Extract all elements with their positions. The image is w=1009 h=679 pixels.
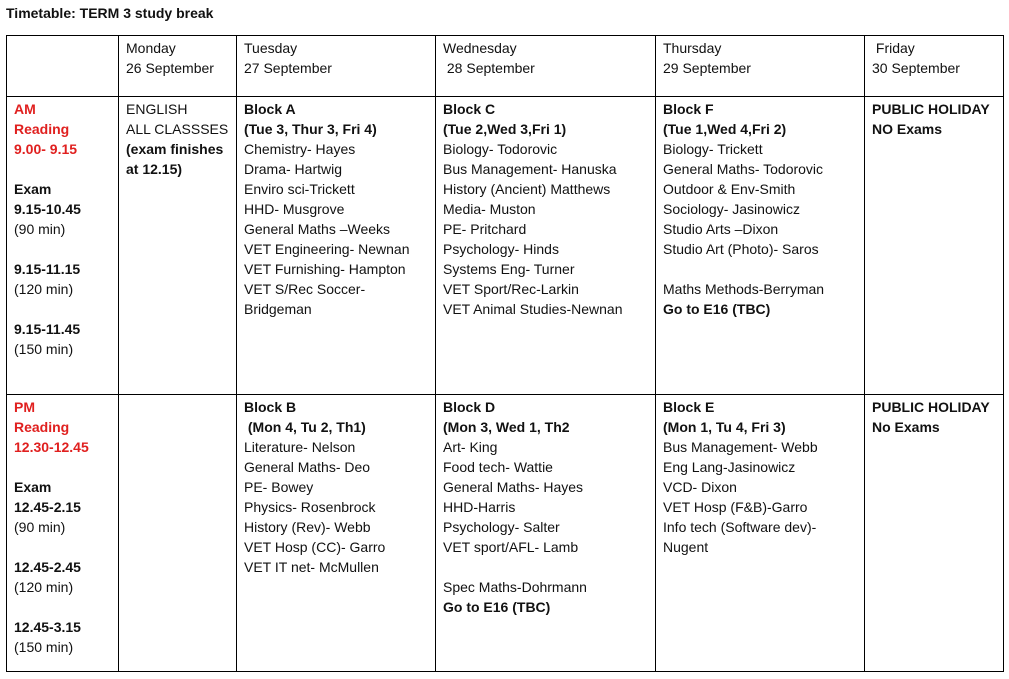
exam-slot-time: 9.15-11.45 [14, 321, 81, 337]
subject-item: PE- Pritchard [443, 221, 527, 237]
subject-item: Literature- Nelson [244, 439, 356, 455]
header-cell-thursday [656, 36, 865, 97]
subject-item: VET Furnishing- Hampton [244, 261, 406, 277]
subject-item: Food tech- Wattie [443, 459, 553, 475]
reading-time-pm: 12.30-12.45 [14, 439, 89, 455]
subject-item: General Maths- Deo [244, 459, 371, 475]
subject-item: HHD- Musgrove [244, 201, 345, 217]
subject-item: Chemistry- Hayes [244, 141, 356, 157]
am-friday-cell [865, 97, 1004, 395]
subject-item: Nugent [663, 539, 709, 555]
pm-wednesday-cell [436, 395, 656, 672]
pm-friday-cell [865, 395, 1004, 672]
subject-item: Bus Management- Webb [663, 439, 818, 455]
block-title: Block A [244, 101, 296, 117]
header-day-thursday: Thursday [663, 40, 722, 56]
timetable [6, 35, 1004, 672]
extra-room: Go to E16 (TBC) [663, 301, 771, 317]
pm-monday-cell [119, 395, 237, 672]
header-date-tuesday: 27 September [244, 60, 332, 76]
subject-item: HHD-Harris [443, 499, 516, 515]
am-thursday-cell [656, 97, 865, 395]
subject-item: Eng Lang-Jasinowicz [663, 459, 796, 475]
block-title: Block E [663, 399, 715, 415]
am-wednesday-cell [436, 97, 656, 395]
subject-item: Art- King [443, 439, 498, 455]
subject-item: Info tech (Software dev)- [663, 519, 817, 535]
am-time-cell [7, 97, 119, 395]
subject-item: General Maths –Weeks [244, 221, 391, 237]
no-exams-label: No Exams [872, 419, 940, 435]
subject-item: VET Sport/Rec-Larkin [443, 281, 579, 297]
header-row [7, 36, 1004, 97]
block-schedule: (Tue 3, Thur 3, Fri 4) [244, 121, 377, 137]
exam-slot-time: 9.15-10.45 [14, 201, 81, 217]
block-title: Block B [244, 399, 297, 415]
header-cell-tuesday [237, 36, 436, 97]
reading-label-am: Reading [14, 121, 70, 137]
exam-slot-time: 12.45-2.15 [14, 499, 81, 515]
pm-thursday-cell [656, 395, 865, 672]
subject-item: VET Hosp (F&B)-Garro [663, 499, 808, 515]
subject-item: VET Hosp (CC)- Garro [244, 539, 386, 555]
subject-item: Psychology- Salter [443, 519, 560, 535]
subject-item: Systems Eng- Turner [443, 261, 575, 277]
am-tuesday-cell [237, 97, 436, 395]
subject-item: PE- Bowey [244, 479, 314, 495]
subject-item: Drama- Hartwig [244, 161, 343, 177]
block-schedule: (Mon 3, Wed 1, Th2 [443, 419, 570, 435]
header-date-monday: 26 September [126, 60, 214, 76]
exam-slot-time: 12.45-2.45 [14, 559, 81, 575]
header-date-thursday: 29 September [663, 60, 751, 76]
page-title: Timetable: TERM 3 study break [6, 5, 214, 21]
pm-time-cell [7, 395, 119, 672]
subject-item: History (Ancient) Matthews [443, 181, 611, 197]
header-date-wednesday: 28 September [443, 60, 535, 76]
extra-subject: Spec Maths-Dohrmann [443, 579, 587, 595]
subject-item: Psychology- Hinds [443, 241, 559, 257]
header-day-friday: Friday [872, 40, 915, 56]
header-day-tuesday: Tuesday [244, 40, 298, 56]
subject-item: General Maths- Hayes [443, 479, 584, 495]
exam-note: (exam finishes [126, 141, 224, 157]
header-cell-monday [119, 36, 237, 97]
pm-row [7, 395, 1004, 672]
exam-slot-duration: (120 min) [14, 579, 74, 595]
block-schedule: (Mon 4, Tu 2, Th1) [244, 419, 366, 435]
block-title: Block C [443, 101, 496, 117]
subject-item: Bridgeman [244, 301, 312, 317]
exam-slot-time: 9.15-11.15 [14, 261, 81, 277]
reading-label-pm: Reading [14, 419, 70, 435]
subject-item: General Maths- Todorovic [663, 161, 824, 177]
header-date-friday: 30 September [872, 60, 960, 76]
session-label-am: AM [14, 101, 36, 117]
subject-item: VET Animal Studies-Newnan [443, 301, 623, 317]
subject-item: Physics- Rosenbrock [244, 499, 376, 515]
extra-room: Go to E16 (TBC) [443, 599, 551, 615]
am-monday-cell [119, 97, 237, 395]
exam-label-am: Exam [14, 181, 52, 197]
subject-item: Biology- Trickett [663, 141, 763, 157]
session-label-pm: PM [14, 399, 35, 415]
subject-item: VET sport/AFL- Lamb [443, 539, 579, 555]
subject-item: VET Engineering- Newnan [244, 241, 410, 257]
subject-item: Biology- Todorovic [443, 141, 558, 157]
exam-slot-duration: (90 min) [14, 221, 66, 237]
exam-slot-duration: (150 min) [14, 341, 74, 357]
block-schedule: (Tue 2,Wed 3,Fri 1) [443, 121, 567, 137]
am-row [7, 97, 1004, 395]
block-title: Block F [663, 101, 714, 117]
subject-item: VET IT net- McMullen [244, 559, 379, 575]
holiday-label: PUBLIC HOLIDAY [872, 101, 990, 117]
subject-item: Studio Arts –Dixon [663, 221, 779, 237]
exam-subject: ENGLISH [126, 101, 188, 117]
exam-slot-duration: (150 min) [14, 639, 74, 655]
subject-item: Sociology- Jasinowicz [663, 201, 800, 217]
subject-item: Outdoor & Env-Smith [663, 181, 796, 197]
no-exams-label: NO Exams [872, 121, 943, 137]
exam-classes: ALL CLASSSES [126, 121, 229, 137]
block-schedule: (Tue 1,Wed 4,Fri 2) [663, 121, 787, 137]
exam-slot-time: 12.45-3.15 [14, 619, 81, 635]
exam-label-pm: Exam [14, 479, 52, 495]
exam-slot-duration: (120 min) [14, 281, 74, 297]
extra-subject: Maths Methods-Berryman [663, 281, 825, 297]
subject-item: VCD- Dixon [663, 479, 737, 495]
subject-item: VET S/Rec Soccer- [244, 281, 366, 297]
header-cell-friday [865, 36, 1004, 97]
subject-item: Enviro sci-Trickett [244, 181, 355, 197]
subject-item: Bus Management- Hanuska [443, 161, 617, 177]
header-cell-corner [7, 36, 119, 97]
header-cell-wednesday [436, 36, 656, 97]
reading-time-am: 9.00- 9.15 [14, 141, 78, 157]
subject-item: Media- Muston [443, 201, 536, 217]
exam-slot-duration: (90 min) [14, 519, 66, 535]
header-day-wednesday: Wednesday [443, 40, 517, 56]
pm-tuesday-cell [237, 395, 436, 672]
subject-item: History (Rev)- Webb [244, 519, 371, 535]
subject-item: Studio Art (Photo)- Saros [663, 241, 819, 257]
block-schedule: (Mon 1, Tu 4, Fri 3) [663, 419, 786, 435]
exam-note: at 12.15) [126, 161, 183, 177]
holiday-label: PUBLIC HOLIDAY [872, 399, 990, 415]
header-day-monday: Monday [126, 40, 176, 56]
block-title: Block D [443, 399, 496, 415]
